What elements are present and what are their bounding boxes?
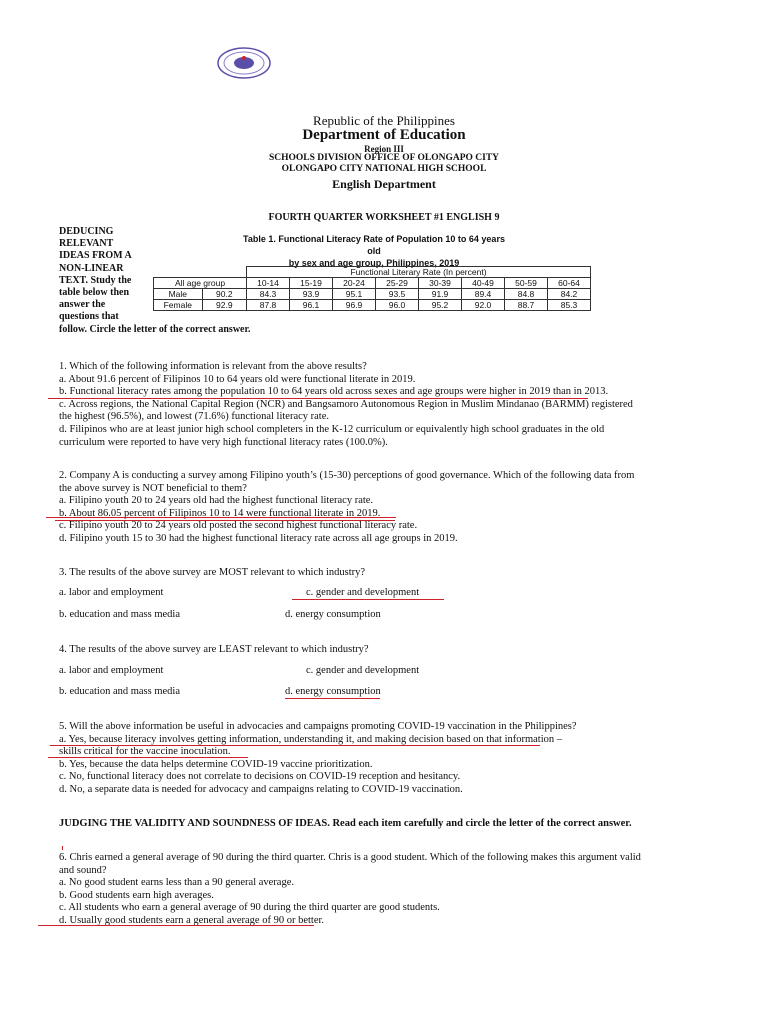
table-span-header: Functional Literary Rate (In percent): [247, 267, 591, 278]
table-cell: 91.9: [419, 289, 462, 300]
q3-choice-d[interactable]: d. energy consumption: [285, 609, 381, 620]
instruction-line: NON-LINEAR: [59, 262, 124, 274]
deped-seal-logo: [216, 46, 272, 80]
age-group-header: 15-19: [290, 278, 333, 289]
q4-choice-d[interactable]: d. energy consumption: [285, 686, 381, 697]
q1-choice-d[interactable]: d. Filipinos who are at least junior high school completers in the K-12 curriculum or equivalently high school graduates in the old: [59, 423, 605, 435]
question-2: [59, 470, 719, 546]
table-header-row: [154, 267, 591, 278]
annotation-tick-q6: [62, 846, 63, 850]
row-label-female: Female: [154, 300, 203, 311]
table-cell: 95.1: [333, 289, 376, 300]
header-school-block: [0, 153, 768, 175]
q4-choice-c[interactable]: c. gender and development: [306, 665, 420, 676]
table-cell: 87.8: [247, 300, 290, 311]
age-group-header: 60-64: [548, 278, 591, 289]
table-caption-line1: Table 1. Functional Literacy Rate of Population 10 to 64 years old: [243, 234, 505, 256]
age-group-header: 50-59: [505, 278, 548, 289]
instruction-line: questions that: [59, 311, 119, 323]
row-label-male: Male: [154, 289, 203, 300]
instruction-line: DEDUCING: [59, 226, 114, 237]
q6-choice-c[interactable]: c. All students who earn a general average of 90 during the third quarter are good students.: [59, 902, 440, 914]
q5-stem: 5. Will the above information be useful in advocacies and campaigns promoting COVID-19 vaccination in the Philippines?: [59, 721, 577, 732]
instructions: [59, 226, 139, 324]
q5-choice-a-cont: skills critical for the vaccine inoculation.: [59, 746, 231, 758]
instruction-line: IDEAS FROM A: [59, 250, 132, 262]
q1-choice-c-cont: the highest (96.5%), and lowest (71.6%) functional literacy rate.: [59, 411, 329, 423]
age-group-header: 10-14: [247, 278, 290, 289]
q5-choice-b[interactable]: b. Yes, because the data helps determine COVID-19 vaccine prioritization.: [59, 758, 373, 770]
q1-choice-d-cont: curriculum were reported to have very high functional literacy rates (100.0%).: [59, 436, 388, 448]
table-cell: 84.3: [247, 289, 290, 300]
table-cell: 96.0: [376, 300, 419, 311]
age-group-header: 20-24: [333, 278, 376, 289]
q4-stem: 4. The results of the above survey are LEAST relevant to which industry?: [59, 644, 369, 655]
table-cell: 93.9: [290, 289, 333, 300]
table-cell: 84.2: [548, 289, 591, 300]
annotation-underline-q5a: [50, 745, 540, 746]
q2-choice-d[interactable]: d. Filipino youth 15 to 30 had the highest functional literacy rate across all age groups in 2019.: [59, 532, 458, 544]
q3-choice-b[interactable]: b. education and mass media: [59, 609, 181, 620]
annotation-underline-q2b: [46, 517, 396, 518]
header-division: SCHOOLS DIVISION OFFICE OF OLONGAPO CITY: [268, 153, 500, 163]
age-group-header: 25-29: [376, 278, 419, 289]
header-department: Department of Education: [302, 127, 466, 143]
q2-stem-cont: the above survey is NOT beneficial to them?: [59, 482, 247, 494]
annotation-underline-q4d: [285, 698, 380, 699]
question-5: [59, 721, 719, 797]
question-6: [59, 852, 719, 928]
literacy-table: [153, 266, 591, 311]
annotation-underline-q2c: [55, 520, 395, 521]
q1-choice-b[interactable]: b. Functional literacy rates among the population 10 to 64 years old across sexes and age groups were higher in 2019 than in 2013.: [59, 386, 609, 398]
q3-choice-a[interactable]: a. labor and employment: [59, 587, 164, 598]
table-row: [154, 289, 591, 300]
q1-stem: 1. Which of the following information is relevant from the above results?: [59, 361, 367, 372]
table-row: [154, 300, 591, 311]
table-cell: 84.8: [505, 289, 548, 300]
q6-choice-b[interactable]: b. Good students earn high averages.: [59, 889, 214, 901]
header-english-dept: English Department: [332, 177, 436, 191]
table-cell: 89.4: [462, 289, 505, 300]
table-cell: 90.2: [202, 289, 246, 300]
q3-stem: 3. The results of the above survey are MOST relevant to which industry?: [59, 567, 366, 578]
table-cell: 92.0: [462, 300, 505, 311]
instruction-line: answer the: [59, 299, 106, 311]
q5-choice-c[interactable]: c. No, functional literacy does not correlate to decisions on COVID-19 reception and hesitancy.: [59, 771, 461, 783]
instruction-line: RELEVANT: [59, 238, 114, 250]
table-cell: 95.2: [419, 300, 462, 311]
header-region: Region III: [364, 144, 404, 154]
annotation-underline-q6d: [38, 925, 314, 926]
annotation-underline-q1b: [48, 398, 588, 399]
table-row: [154, 278, 591, 289]
table-caption-line2: by sex and age group, Philippines, 2019: [288, 258, 460, 268]
table-caption: [240, 233, 508, 269]
table-cell: 85.3: [548, 300, 591, 311]
q2-stem: 2. Company A is conducting a survey among Filipino youth’s (15-30) perceptions of good governance. Which of the following data from: [59, 470, 635, 481]
q4-choice-a[interactable]: a. labor and employment: [59, 665, 164, 676]
table-col-header: All age group: [154, 278, 247, 289]
q5-choice-d[interactable]: d. No, a separate data is needed for advocacy and campaigns relating to COVID-19 vaccination.: [59, 783, 463, 795]
instruction-last-line: follow. Circle the letter of the correct answer.: [59, 324, 251, 335]
instruction-line: TEXT. Study the: [59, 274, 132, 286]
table-cell: 92.9: [202, 300, 246, 311]
question-1: [59, 361, 719, 449]
table-cell: 93.5: [376, 289, 419, 300]
annotation-underline-q3c: [292, 599, 444, 600]
q1-choice-c[interactable]: c. Across regions, the National Capital Region (NCR) and Bangsamoro Autonomous Region in Muslim Mindanao (BARMM) registered: [59, 398, 633, 410]
q6-stem: 6. Chris earned a general average of 90 during the third quarter. Chris is a good student. Which of the following makes this argument valid: [59, 852, 641, 863]
q6-choice-d[interactable]: d. Usually good students earn a general average of 90 or better.: [59, 914, 325, 926]
age-group-header: 40-49: [462, 278, 505, 289]
q3-choice-c[interactable]: c. gender and development: [306, 587, 420, 598]
q6-choice-a[interactable]: a. No good student earns less than a 90 general average.: [59, 877, 294, 889]
q5-choice-a[interactable]: a. Yes, because literacy involves getting information, understanding it, and making decision based on that information –: [59, 733, 563, 745]
table-cell: 88.7: [505, 300, 548, 311]
age-group-header: 30-39: [419, 278, 462, 289]
header-republic: Republic of the Philippines: [313, 113, 455, 128]
q1-choice-a[interactable]: a. About 91.6 percent of Filipinos 10 to 64 years old were functional literate in 2019.: [59, 373, 416, 385]
q6-stem-cont: and sound?: [59, 864, 107, 876]
q4-choice-b[interactable]: b. education and mass media: [59, 686, 181, 697]
q2-choice-b[interactable]: b. About 86.05 percent of Filipinos 10 to 14 were functional literate in 2019.: [59, 507, 381, 519]
q2-choice-c[interactable]: c. Filipino youth 20 to 24 years old posted the second highest functional literacy rate.: [59, 520, 418, 532]
instruction-line: table below then: [59, 287, 129, 299]
annotation-underline-q5a-cont: [48, 757, 248, 758]
table-cell: 96.1: [290, 300, 333, 311]
table-cell: 96.9: [333, 300, 376, 311]
header-school: OLONGAPO CITY NATIONAL HIGH SCHOOL: [281, 164, 487, 174]
q2-choice-a[interactable]: a. Filipino youth 20 to 24 years old had the highest functional literacy rate.: [59, 495, 374, 507]
section-heading-validity: JUDGING THE VALIDITY AND SOUNDNESS OF IDEAS. Read each item carefully and circle the letter of the correct answer.: [59, 818, 632, 829]
worksheet-title: FOURTH QUARTER WORKSHEET #1 ENGLISH 9: [268, 212, 500, 223]
